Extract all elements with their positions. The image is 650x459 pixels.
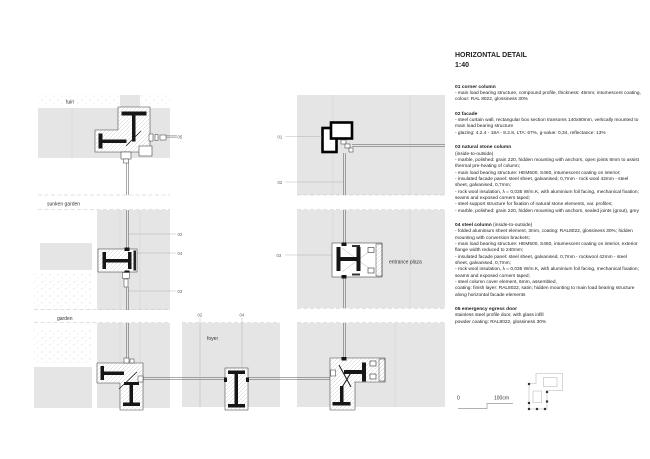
- note-line: - steel support structure for fixation of natural stone elements, var. profiles;: [455, 202, 613, 208]
- note-line: - main load bearing structure: HEM500, S460, intumescent coating on interior, exterior flange width reduced to 240mm;: [455, 241, 638, 254]
- note-line: - main load bearing structure, compound profile, thickness: 45mm; intumescent coating, colour: RAL 8022, glossiness 30%: [455, 90, 641, 103]
- note-line: - insulated facade panel: steel sheet, galvanised, 0,7mm - rock wool 42mm - steel sheet, galvanised, 0,7mm;: [455, 176, 629, 189]
- note-section-02: [455, 112, 641, 137]
- note-line: - folded aluminium sheet element, 3mm, coating: RAL8022, glossiness 30%; hidden mounting with conversion brackets;: [455, 229, 633, 241]
- section-heading: 05 emergency egress door: [455, 306, 517, 312]
- note-line: - marble, polished: grain 220, hidden mounting with anchors, sealed joints (grout), grey: [455, 208, 639, 214]
- callout-02b: 02: [177, 231, 183, 237]
- area-label-entrance-plaza: entrance plaza: [389, 259, 422, 266]
- section-heading: 01 corner column: [455, 84, 496, 90]
- stone-anchor: [370, 361, 376, 366]
- sheet-scale: 1:40: [455, 61, 470, 69]
- note-section-04: [455, 223, 641, 299]
- notes-column: [455, 52, 641, 326]
- key-plan-courtyard: [544, 378, 558, 387]
- note-section-05: [455, 307, 641, 326]
- stone-anchor: [370, 374, 376, 379]
- area-label-foyer: foyer: [207, 336, 219, 342]
- section-heading: 03 natural stone column: [455, 145, 512, 151]
- note-line: - marble, polished: grain 220, hidden mounting with anchors, open joints 8mm to assist thermal pre-heating of column;: [455, 157, 639, 170]
- callout-02: 02: [277, 179, 283, 185]
- scale-bar: [457, 396, 513, 409]
- detail-compound-corner-column: [323, 123, 354, 153]
- detail-steel-column-foyer: [224, 368, 249, 410]
- area-label-garden: garden: [57, 316, 73, 322]
- area-label-tuin: tuin: [66, 99, 75, 106]
- note-line: - rock wool insulation, λ = 0,035 W/m.K, with aluminium foil facing, mechanical fixation; seams and exposed corners taped;: [455, 189, 639, 201]
- callout-04b: 04: [239, 312, 245, 318]
- callout-03: 03: [177, 288, 183, 294]
- detail-natural-stone-column: [332, 243, 382, 279]
- sheet-title: HORIZONTAL DETAIL: [455, 52, 527, 59]
- steel-flange: [122, 112, 147, 116]
- scalebar-keyplan: [455, 348, 650, 448]
- callout-05: 05: [177, 134, 183, 140]
- note-line: stainless steel profile door, with glass infill: [455, 313, 544, 319]
- note-line: coating: finish layer: RAL8022, satin; hidden mounting to main load bearing structure along horizontal facade elements: [455, 286, 635, 298]
- stone-anchor: [368, 268, 374, 273]
- area-label-sunken-garden: sunken garden: [47, 201, 81, 208]
- note-section-01: [455, 85, 641, 104]
- callout-01: 01: [277, 134, 283, 140]
- note-line: (inside-to-outside): [455, 151, 494, 157]
- key-plan-detail-markers: [528, 383, 548, 410]
- note-line: - steel curtain wall, rectangular box section transoms 140x80mm, vertically mounted to main load bearing structure: [455, 118, 639, 130]
- section-heading: 04 steel column: [455, 222, 492, 228]
- callout-04: 04: [177, 250, 183, 256]
- note-line: - rock wool insulation, λ = 0,035 W/m.K, with aluminium foil facing, mechanical fixation; seams and exposed corners taped;: [455, 267, 639, 279]
- note-line: - main load bearing structure: HEM500, S460, intumescent coating on interior;: [455, 170, 621, 176]
- scale-100cm-label: 100cm: [494, 395, 510, 402]
- key-plan: [528, 374, 563, 411]
- note-line: powder coating: RAL8022, glossiness 30%: [455, 319, 547, 325]
- callout-02c: 02: [197, 312, 203, 318]
- note-line: - steel column cover element, 6mm, assembled,: [455, 279, 557, 285]
- note-line: - glazing: 4.2.4 - 18A - 8.2.8, LTA: 67%, g-value: 0,34, reflectance: 13%: [455, 130, 606, 136]
- door-hinge: [149, 134, 153, 141]
- section-heading-suffix: (inside-to-outside): [491, 222, 533, 228]
- scale-zero-label: 0: [457, 395, 460, 402]
- callout-03b: 03: [276, 252, 282, 258]
- callout-numbers: [178, 134, 283, 317]
- stone-anchor: [368, 248, 374, 253]
- section-heading: 02 facade: [455, 111, 478, 117]
- note-section-03: [455, 145, 641, 215]
- key-plan-courtyard: [533, 391, 542, 403]
- note-line: - insulated facade panel: steel sheet, galvanised, 0,7mm - rockwool 42mm - steel sheet, galvanised, 0,7mm;: [455, 254, 627, 266]
